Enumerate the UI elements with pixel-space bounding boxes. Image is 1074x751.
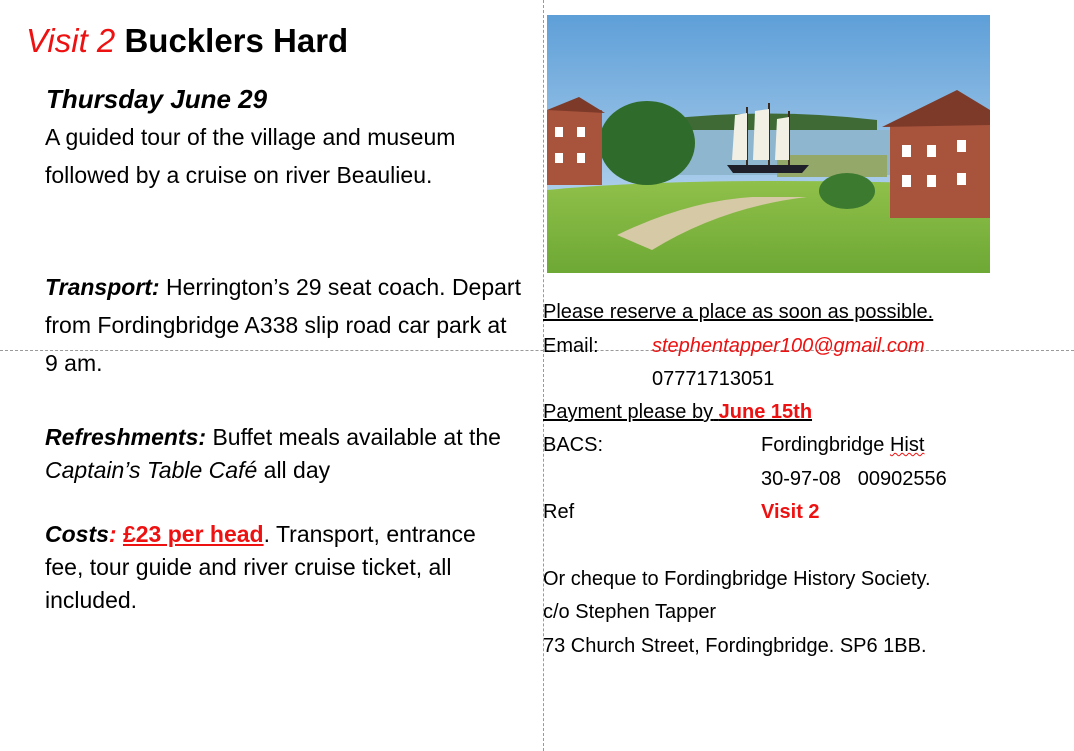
transport-text: Herrington’s 29 seat coach. Depart from Fordingbridge A338 slip road car park at 9 am.: [45, 274, 521, 376]
account-name: Fordingbridge Hist: [761, 434, 925, 456]
destination-name: Bucklers Hard: [124, 22, 349, 59]
cheque-line: Or cheque to Fordingbridge History Society.: [543, 568, 931, 590]
refreshments-text: Buffet meals available at the: [212, 424, 501, 450]
refreshments-label: Refreshments:: [45, 424, 207, 450]
payment-text: Payment please by June 15th: [543, 401, 813, 423]
event-description: A guided tour of the village and museum followed by a cruise on river Beaulieu.: [45, 124, 456, 188]
refreshments-section: [45, 421, 520, 487]
transport-section: [45, 268, 525, 382]
postal-address: 73 Church Street, Fordingbridge. SP6 1BB.: [543, 635, 927, 657]
ref-value: Visit 2: [761, 501, 820, 523]
payment-row: [543, 396, 812, 429]
costs-section: [45, 518, 520, 617]
costs-colon: :: [108, 521, 117, 547]
bacs-label: BACS:: [543, 434, 604, 456]
ref-row: [543, 496, 820, 529]
email-row: [543, 330, 925, 363]
ref-label: Ref: [543, 501, 575, 523]
event-date: Thursday June 29: [46, 84, 268, 114]
transport-label: Transport:: [45, 274, 160, 300]
email-label: Email:: [543, 335, 599, 357]
sort-code: 30-97-08: [761, 468, 842, 490]
account-details: [761, 463, 947, 496]
bucklers-hard-photo: [547, 15, 990, 273]
reserve-note: Please reserve a place as soon as possible.: [543, 301, 934, 323]
price: £23 per head: [122, 521, 264, 547]
bacs-row: [543, 429, 925, 462]
care-of-line: c/o Stephen Tapper: [543, 601, 717, 623]
email-address[interactable]: stephentapper100@gmail.com: [652, 335, 925, 357]
costs-label: Costs: [45, 521, 109, 547]
payment-deadline: June 15th: [718, 401, 813, 423]
account-number: 00902556: [857, 468, 947, 490]
page-title: [26, 22, 348, 60]
costs-text: . Transport, entrance fee, tour guide and river cruise ticket, all included.: [45, 521, 476, 613]
phone-number: 07771713051: [652, 368, 775, 390]
visit-number: Visit 2: [26, 22, 116, 59]
cafe-name: Captain’s Table Café: [45, 457, 258, 483]
refreshments-time: all day: [263, 457, 331, 483]
